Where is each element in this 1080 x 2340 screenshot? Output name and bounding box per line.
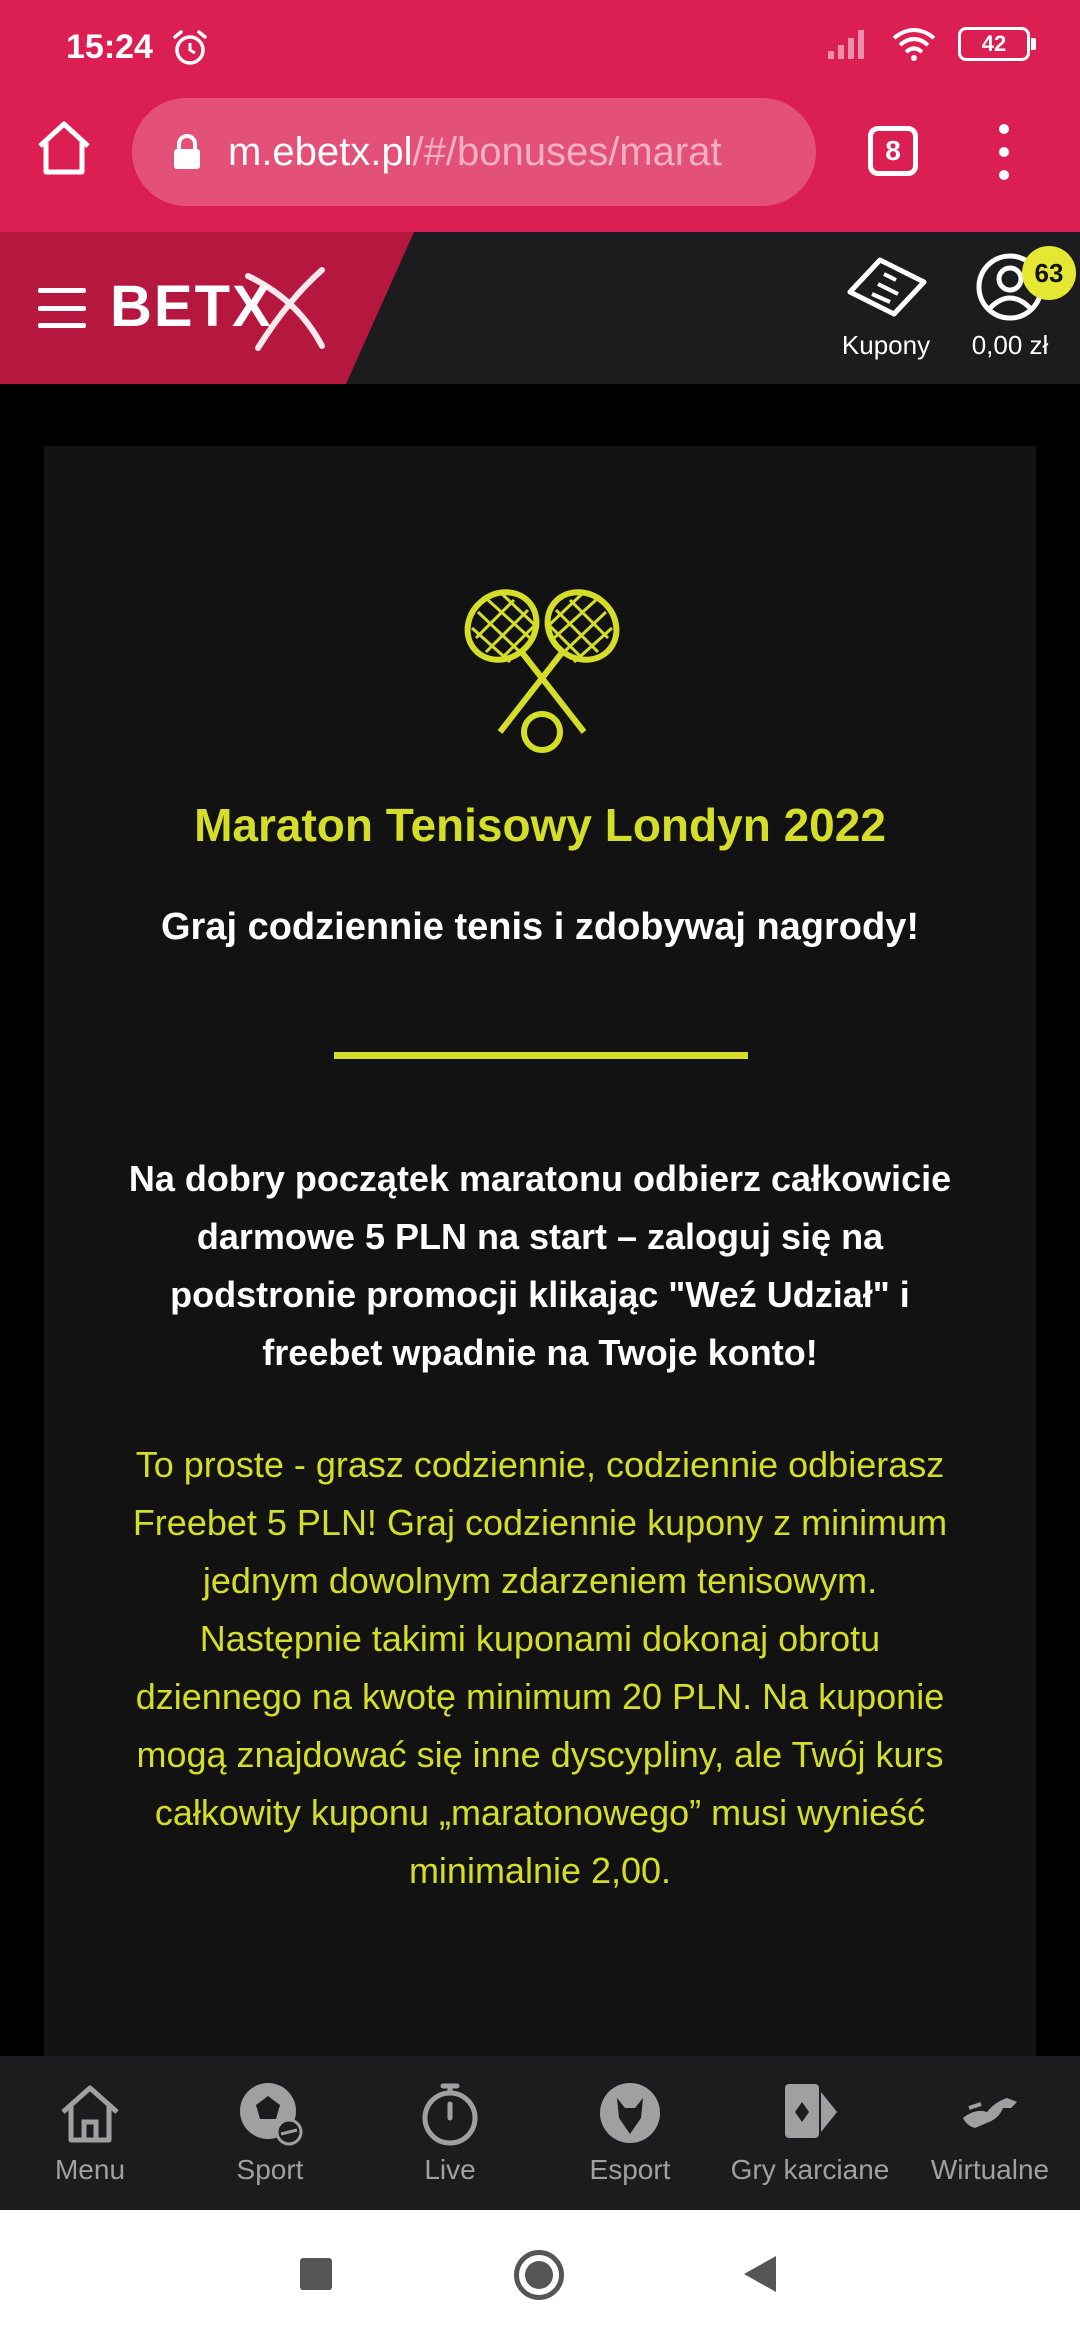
virtual-horse-icon <box>955 2078 1025 2148</box>
url-bar[interactable] <box>132 98 816 206</box>
coupons-label: Kupony <box>841 330 931 360</box>
promo-paragraph-intro: Na dobry początek maratonu odbierz całkowicie darmowe 5 PLN na start – zaloguj się na podstronie promocji klikając "Weź Udział" i freebet wpadnie na Twoje konto! <box>128 1158 952 1373</box>
nav-item-live[interactable] <box>360 2056 540 2210</box>
promo-title: Maraton Tenisowy Londyn 2022 <box>194 799 886 851</box>
tab-switcher-button[interactable]: 8 <box>868 126 918 176</box>
sport-ball-icon <box>235 2078 305 2148</box>
nav-label-card-games: Gry karciane <box>730 2154 890 2185</box>
betx-logo[interactable] <box>108 260 338 356</box>
url-host: m.ebetx.pl <box>228 129 413 174</box>
home-icon <box>55 2078 125 2148</box>
promo-card <box>44 446 1036 2056</box>
bottom-nav <box>0 2056 1080 2210</box>
nav-label-sport: Sport <box>236 2154 304 2185</box>
android-navigation-bar <box>0 2210 1080 2340</box>
browser-chrome <box>0 0 1080 232</box>
coupon-ticket-icon <box>840 252 932 322</box>
tennis-rackets-icon <box>454 582 630 758</box>
wifi-icon <box>890 26 938 62</box>
divider <box>334 1052 748 1059</box>
esport-viking-icon <box>595 2078 665 2148</box>
nav-item-virtual[interactable] <box>900 2056 1080 2210</box>
back-icon[interactable] <box>744 2256 776 2292</box>
signal-icon <box>826 27 870 61</box>
stopwatch-icon <box>415 2078 485 2148</box>
nav-item-esport[interactable] <box>540 2056 720 2210</box>
home-button-icon[interactable] <box>514 2250 564 2300</box>
nav-item-menu[interactable] <box>0 2056 180 2210</box>
promo-paragraph-rules: To proste - grasz codziennie, codziennie odbierasz Freebet 5 PLN! Graj codziennie kupony z minimum jednym dowolnym zdarzeniem tenisowym. Następnie takimi kuponami dokonaj obrotu dziennego na kwotę minimum 20 PLN. Na kuponie mogą znajdować się inne dyscypliny, ale Twój kurs całkowity kuponu „maratonowego” musi wynieść minimalnie 2,00. <box>132 1444 948 1891</box>
home-icon[interactable] <box>34 118 94 178</box>
nav-label-menu: Menu <box>54 2154 126 2185</box>
lock-icon <box>172 134 202 170</box>
notification-badge[interactable]: 63 <box>1022 246 1076 300</box>
nav-label-virtual: Wirtualne <box>930 2154 1050 2185</box>
alarm-icon <box>170 28 210 68</box>
promo-subtitle: Graj codziennie tenis i zdobywaj nagrody! <box>160 906 919 948</box>
more-menu-icon[interactable] <box>994 124 1014 180</box>
logo-text: BETX <box>110 274 273 339</box>
account-balance: 0,00 zł <box>971 330 1049 360</box>
nav-label-live: Live <box>424 2154 476 2185</box>
status-icons <box>826 26 1030 62</box>
recent-apps-icon[interactable] <box>300 2258 332 2290</box>
battery-indicator: 42 <box>958 27 1030 61</box>
nav-item-sport[interactable] <box>180 2056 360 2210</box>
coupons-button[interactable] <box>836 252 936 361</box>
nav-label-esport: Esport <box>589 2154 671 2185</box>
status-time: 15:24 <box>66 28 153 66</box>
cards-icon <box>775 2078 845 2148</box>
nav-item-card-games[interactable] <box>720 2056 900 2210</box>
hamburger-menu-icon[interactable] <box>38 288 86 328</box>
site-header <box>0 232 1080 384</box>
url-path: /#/bonuses/marat <box>412 129 722 174</box>
